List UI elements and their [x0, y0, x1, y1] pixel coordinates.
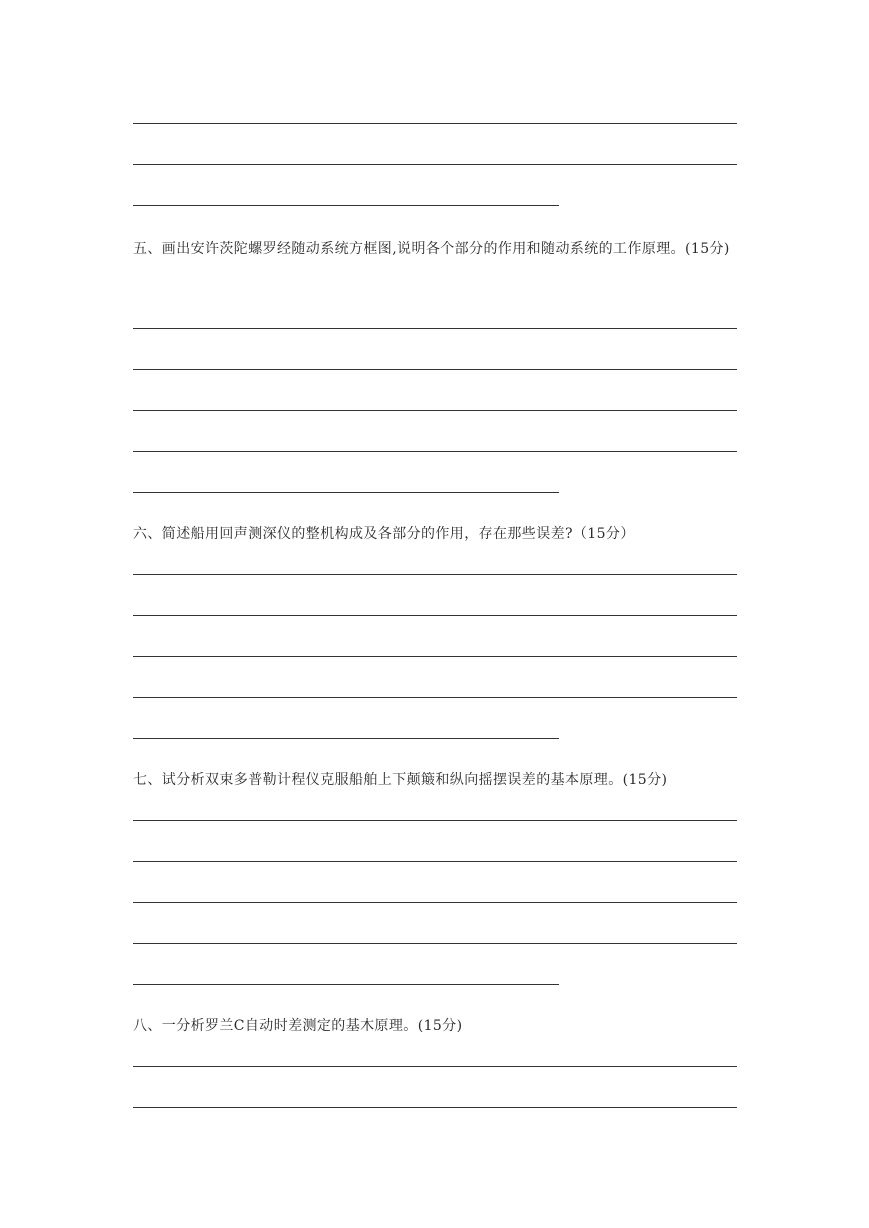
answer-line — [133, 861, 737, 862]
answer-line — [133, 943, 737, 944]
answer-line — [133, 410, 737, 411]
answer-line — [133, 1107, 737, 1108]
answer-line — [133, 574, 737, 575]
answer-line — [133, 902, 737, 903]
answer-line — [133, 451, 737, 452]
answer-line — [133, 328, 737, 329]
question-7: 七、试分析双束多普勒计程仪克服船舶上下颠簸和纵向摇摆误差的基本原理。(15分) — [133, 772, 668, 788]
answer-line — [133, 1066, 737, 1067]
answer-line — [133, 123, 737, 124]
answer-line — [133, 656, 737, 657]
answer-line — [133, 492, 559, 493]
answer-line — [133, 738, 559, 739]
answer-line — [133, 205, 559, 206]
answer-line — [133, 697, 737, 698]
answer-line — [133, 369, 737, 370]
question-5: 五、画出安许茨陀螺罗经随动系统方框图,说明各个部分的作用和随动系统的工作原理。(15分) — [133, 241, 730, 257]
answer-line — [133, 820, 737, 821]
question-6: 六、简述船用回声测深仪的整机构成及各部分的作用，存在那些误差?（15分） — [133, 526, 635, 542]
question-8: 八、一分析罗兰C自动时差测定的基木原理。(15分) — [133, 1018, 463, 1034]
answer-line — [133, 984, 559, 985]
answer-line — [133, 164, 737, 165]
answer-line — [133, 615, 737, 616]
